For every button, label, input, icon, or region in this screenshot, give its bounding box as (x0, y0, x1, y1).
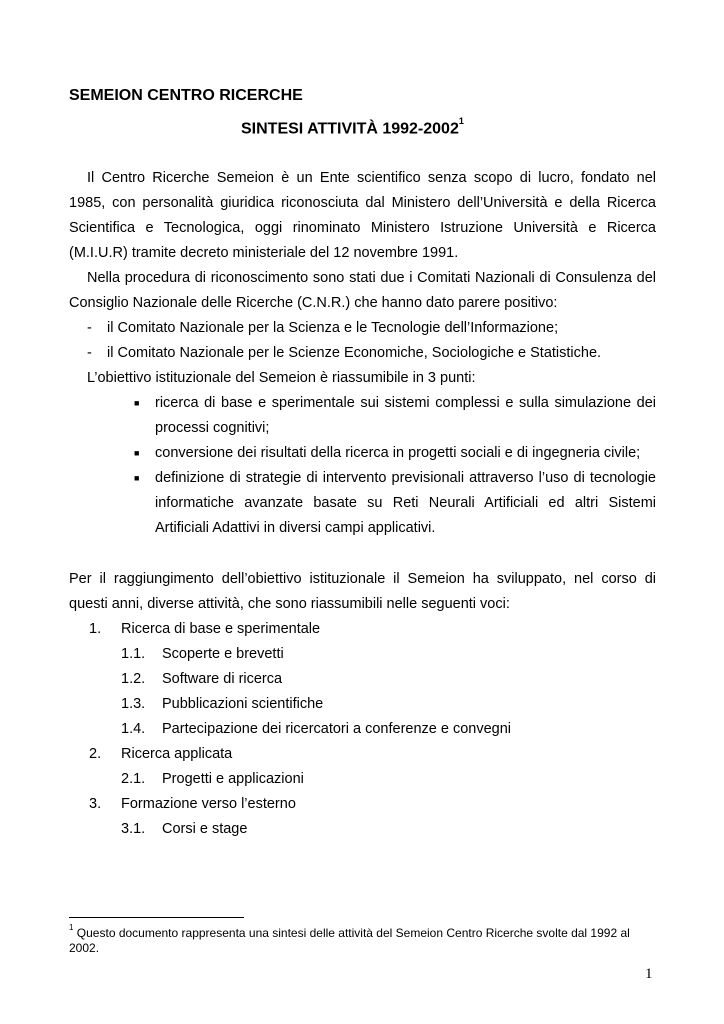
sublist-item: Corsi e stage (162, 821, 248, 837)
paragraph-line: Per il raggiungimento dell’obiettivo istituzionale il Semeion ha sviluppato, nel corso di (69, 572, 656, 587)
paragraph-line: Consiglio Nazionale delle Ricerche (C.N.R.) che hanno dato parere positivo: (69, 295, 558, 311)
paragraph-line: Scientifica e Tecnologica, oggi rinominato Ministero Istruzione Università e Ricerca (69, 221, 656, 236)
document-subtitle (241, 116, 464, 138)
list-item: Ricerca di base e sperimentale (121, 621, 321, 637)
list-number: 2. (89, 746, 102, 762)
bullet-item-line: processi cognitivi; (155, 420, 270, 436)
footnote-line (69, 923, 630, 940)
bullet-item-line: Artificiali Adattivi in diversi campi applicativi. (155, 520, 436, 536)
page-number: 1 (645, 966, 653, 982)
dash-list-item: il Comitato Nazionale per la Scienza e le Tecnologie dell’Informazione; (107, 320, 559, 336)
dash-marker: - (87, 345, 92, 361)
paragraph-line: questi anni, diverse attività, che sono riassumibili nelle seguenti voci: (69, 596, 510, 612)
bullet-item-line: ricerca di base e sperimentale sui sistemi complessi e sulla simulazione dei (155, 396, 656, 411)
footnote-text: Questo documento rappresenta una sintesi delle attività del Semeion Centro Ricerche svolte dal 1992 al (76, 926, 630, 940)
bullet-item-line: informatiche avanzate basate su Reti Neurali Artificiali ed altri Sistemi (155, 496, 656, 511)
sublist-item: Progetti e applicazioni (162, 771, 304, 787)
footnote-marker: 1 (69, 923, 74, 932)
bullet-item-line: conversione dei risultati della ricerca in progetti sociali e di ingegneria civile; (155, 445, 641, 461)
sublist-item: Pubblicazioni scientifiche (162, 696, 324, 712)
sublist-number: 1.2. (121, 671, 146, 687)
paragraph-line: 1985, con personalità giuridica riconosciuta dal Ministero dell’Università e della Ricerca (69, 196, 656, 211)
list-item: Formazione verso l’esterno (121, 796, 296, 812)
bullet-item-line: definizione di strategie di intervento previsionali attraverso l’uso di tecnologie (155, 471, 656, 486)
footnote-separator (69, 917, 244, 918)
paragraph-line: L’obiettivo istituzionale del Semeion è riassumibile in 3 punti: (87, 370, 476, 386)
sublist-item: Partecipazione dei ricercatori a conferenze e convegni (162, 721, 512, 737)
sublist-number: 1.1. (121, 646, 146, 662)
paragraph-line: Il Centro Ricerche Semeion è un Ente scientifico senza scopo di lucro, fondato nel (87, 171, 656, 186)
sublist-number: 2.1. (121, 771, 146, 787)
sublist-item: Scoperte e brevetti (162, 646, 284, 662)
list-number: 3. (89, 796, 102, 812)
sublist-number: 3.1. (121, 821, 146, 837)
footnote-line: 2002. (69, 941, 100, 955)
paragraph-line: (M.I.U.R) tramite decreto ministeriale del 12 novembre 1991. (69, 245, 459, 261)
bullet-marker: ■ (134, 473, 140, 483)
sublist-number: 1.3. (121, 696, 146, 712)
paragraph-line: Nella procedura di riconoscimento sono stati due i Comitati Nazionali di Consulenza del (87, 271, 656, 286)
bullet-marker: ■ (134, 448, 140, 458)
dash-list-item: il Comitato Nazionale per le Scienze Economiche, Sociologiche e Statistiche. (107, 345, 602, 361)
list-item: Ricerca applicata (121, 746, 233, 762)
footnote-reference: 1 (458, 116, 464, 126)
subtitle-text: SINTESI ATTIVITÀ 1992-2002 (241, 120, 459, 138)
sublist-number: 1.4. (121, 721, 146, 737)
dash-marker: - (87, 320, 92, 336)
document-title: SEMEION CENTRO RICERCHE (69, 87, 303, 104)
sublist-item: Software di ricerca (162, 671, 283, 687)
bullet-marker: ■ (134, 398, 140, 408)
list-number: 1. (89, 621, 102, 637)
